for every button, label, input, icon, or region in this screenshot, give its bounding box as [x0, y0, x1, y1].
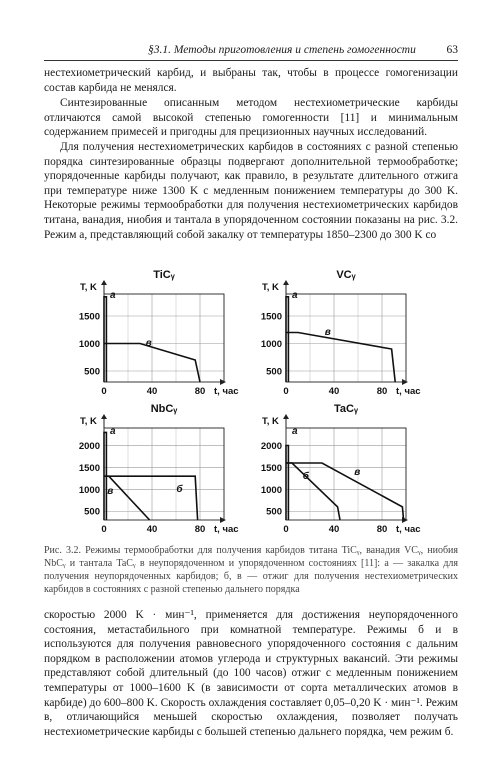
panel-4-label-в: в [354, 466, 361, 478]
panel-1-x-arrowhead [220, 379, 226, 385]
panel-4-series-а [286, 446, 288, 521]
panel-3-y-tick: 1000 [78, 484, 100, 496]
panel-4-y-tick: 2000 [260, 441, 282, 453]
panel-2-title: VCᵧ [336, 269, 356, 281]
panel-4-x-tick: 80 [376, 524, 388, 535]
paragraph-3: Для получения нестехиометрических карбидов в состояниях с разной степенью порядка синтезированные образцы подвергают дополнительной термообработке; упорядоченные карбиды получают, как правило, в результате длительного отжига при температуре ниже 1300 K с медленным понижением температуры до 300 K. Некоторые режимы термообработки для получения нестехиометрических карбидов титана, ванадия, ниобия и тантала в упорядоченном состоянии показаны на рис. 3.2. Режим а, представляющий собой закалку от температуры 1850–2300 до 300 K со [44, 141, 458, 241]
panel-4-y-tick: 1500 [260, 462, 282, 474]
panel-3-series-б [104, 476, 198, 520]
panel-2-x-tick: 0 [283, 386, 289, 397]
section-title: §3.1. Методы приготовления и степень гомогенности [148, 44, 416, 56]
panel-2-x-tick: 80 [376, 386, 388, 397]
page-number: 63 [446, 44, 458, 56]
panel-3-y-tick: 1500 [78, 462, 100, 474]
panel-1-series-а [104, 297, 106, 382]
panel-3-y-tick: 2000 [78, 441, 100, 453]
panel-1-y-tick: 1500 [78, 311, 100, 323]
panel-1-x-label: t, час [214, 386, 239, 397]
panel-4-title: TaCᵧ [334, 403, 358, 415]
panel-3-x-tick: 40 [146, 524, 158, 535]
panel-1-y-tick: 1000 [78, 339, 100, 350]
panel-2-y-tick: 1000 [260, 339, 282, 350]
panel-3-x-arrowhead [220, 517, 226, 523]
panel-3-x-tick: 0 [101, 524, 107, 535]
panel-2-series-а [286, 297, 288, 382]
panel-3-y-arrowhead [101, 414, 107, 419]
panel-4-x-tick: 0 [283, 524, 289, 535]
panel-2-x-tick: 40 [328, 386, 340, 397]
panel-1-x-tick: 40 [146, 386, 158, 397]
panel-1-frame [104, 294, 224, 382]
figure-caption: Рис. 3.2. Режимы термообработки для получения карбидов титана TiCᵧ, ванадия VCᵧ, ниобия NbCᵧ и тантала TaCᵧ в неупорядоченном и упорядоченном состояниях [11]: а — закалка для получения неупорядоченных карбидов; б, в — отжиг для получения нестехиометрических карбидов в состояниях с разной степенью дальнего порядка [44, 545, 458, 595]
panel-2-x-arrowhead [402, 379, 408, 385]
panel-1-y-arrowhead [101, 280, 107, 285]
panel-3-title: NbCᵧ [150, 403, 178, 415]
panel-4-y-label: T, K [262, 416, 279, 427]
panel-3-label-в: в [107, 486, 114, 498]
panel-3-frame [104, 428, 224, 520]
panel-2-label-в: в [324, 326, 331, 338]
panel-3-x-tick: 80 [194, 524, 206, 535]
panel-2-frame [286, 294, 406, 382]
panel-1-y-label: T, K [80, 282, 97, 293]
panel-4-y-arrowhead [283, 414, 289, 419]
panel-4-y-tick: 500 [266, 506, 282, 518]
paragraph-1: нестехиометрический карбид, и выбраны так, чтобы в процессе гомогенизации состав карбида не менялся. [44, 67, 458, 94]
panel-1-y-tick: 500 [84, 366, 100, 378]
panel-2-series-в [286, 333, 395, 383]
panel-2-y-label: T, K [262, 282, 279, 293]
panel-3-y-tick: 500 [84, 506, 100, 518]
panel-2-y-tick: 500 [266, 366, 282, 378]
figure-3-2 [74, 264, 424, 540]
panel-4-label-б: б [302, 470, 310, 482]
panel-4-label-а: а [292, 426, 298, 437]
closing-paragraph: скоростью 2000 K · мин⁻¹, применяется для достижения неупорядоченного состояния, метастабильного при комнатной температуре. Режимы б и в используются для получения равновесного упорядоченного состояния с дальним порядком в расположении атомов углерода и структурных вакансий. Эти режимы представляют собой длительный (до 100 часов) отжиг с медленным понижением температуры от 1000–1600 K (в зависимости от сорта металлических атомов в карбиде) до 600–800 K. Скорость охлаждения составляет 0,05–0,20 K · мин⁻¹. Режим в, отличающийся меньшей скоростью охлаждения, позволяет получать нестехиометрические карбиды с большей степенью дальнего порядка, чем режим б. [44, 609, 458, 738]
panel-3-x-label: t, час [214, 524, 239, 535]
paragraph-2: Синтезированные описанным методом нестехиометрические карбиды отличаются самой высокой степенью гомогенности [11] и минимальным содержанием примесей и пригодны для прецизионных научных исследований. [44, 97, 458, 139]
panel-3-series-в [104, 476, 150, 520]
panel-3-y-label: T, K [80, 416, 97, 427]
panel-1-label-в: в [145, 337, 152, 349]
panel-4-x-label: t, час [396, 524, 421, 535]
panel-3-label-а: а [110, 426, 116, 437]
running-header [44, 44, 458, 61]
panel-1-label-а: а [110, 290, 116, 301]
panel-2-y-tick: 1500 [260, 311, 282, 323]
panel-3-label-б: б [176, 484, 183, 496]
panel-1-title: TiCᵧ [153, 269, 175, 281]
panel-1-x-tick: 80 [194, 386, 206, 397]
panel-4-y-tick: 1000 [260, 484, 282, 496]
panel-1-x-tick: 0 [101, 386, 107, 397]
panel-2-x-label: t, час [396, 386, 421, 397]
panel-4-x-tick: 40 [328, 524, 340, 535]
panel-2-label-а: а [292, 290, 298, 301]
panel-2-y-arrowhead [283, 280, 289, 285]
